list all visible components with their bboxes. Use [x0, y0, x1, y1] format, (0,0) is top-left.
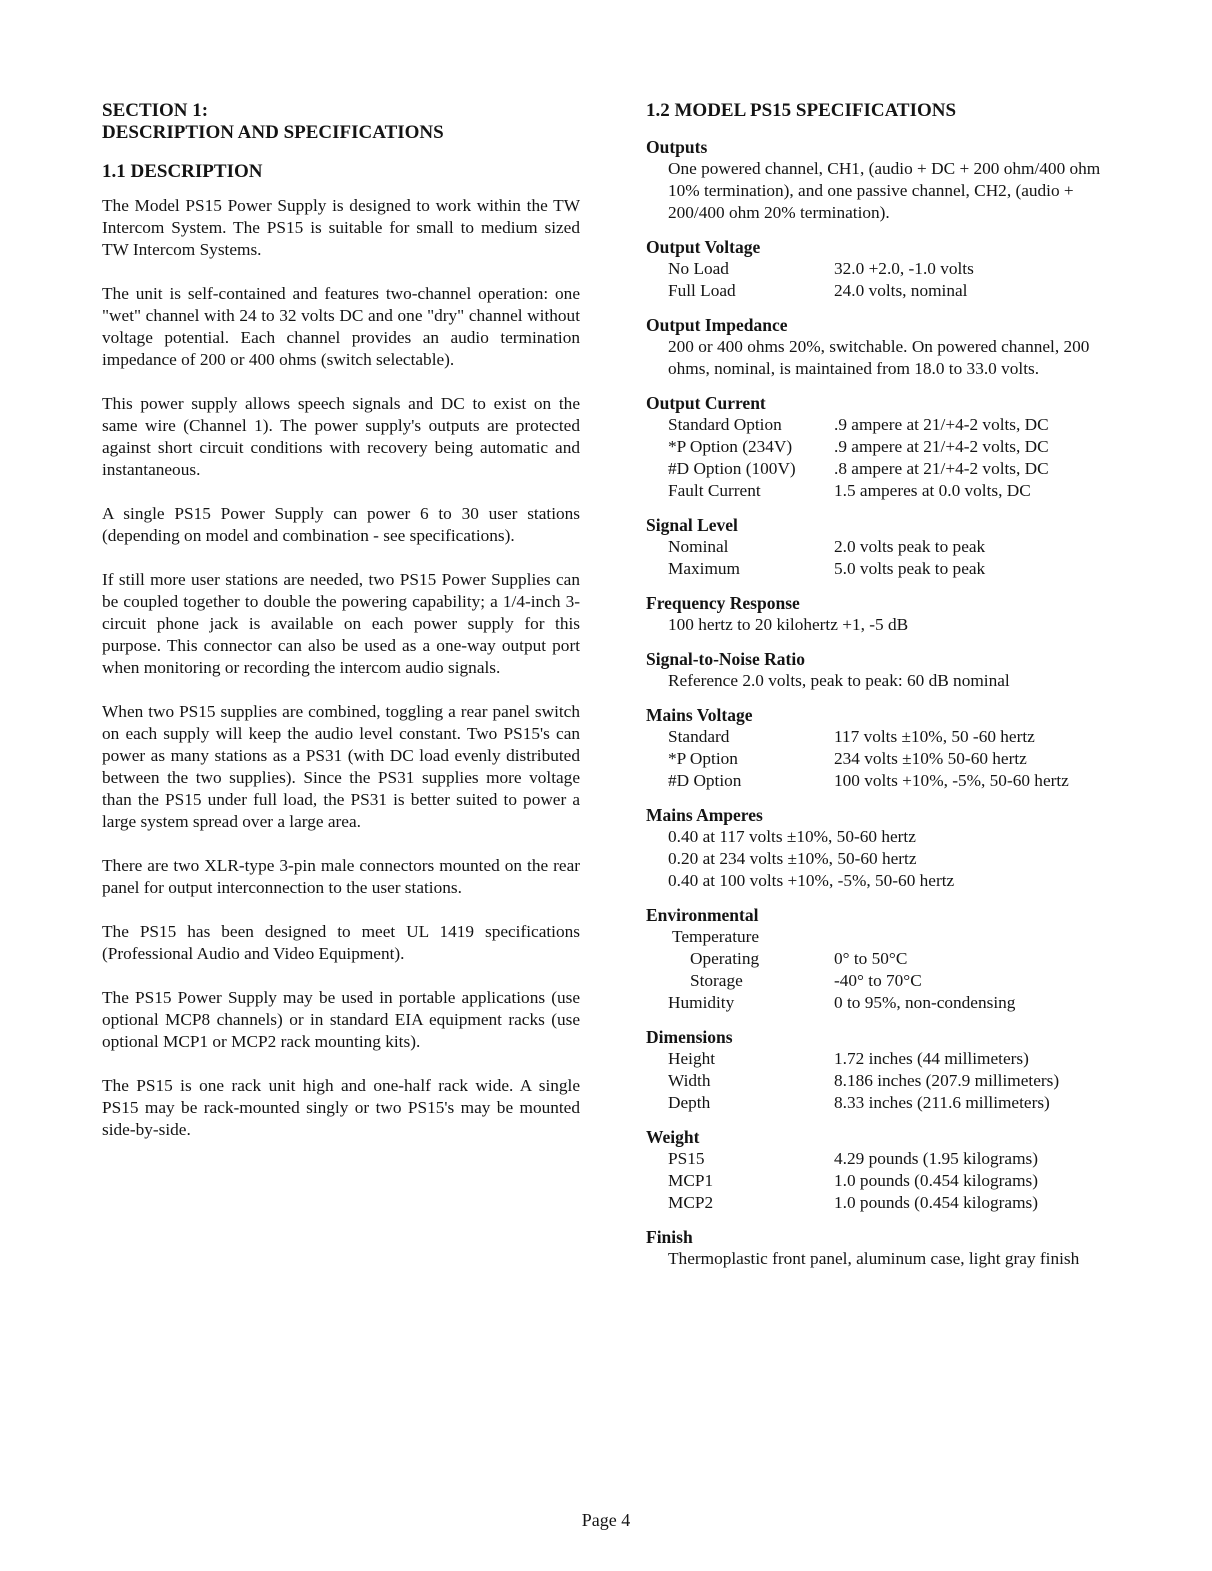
spec-row — [646, 414, 1116, 436]
paragraph: This power supply allows speech signals and DC to exist on the same wire (Channel 1). The power supply's outputs are protected against short circuit conditions with recovery being automatic and instantaneous. — [102, 394, 580, 479]
section-heading-line1: SECTION 1: — [102, 100, 209, 121]
description-heading: 1.1 DESCRIPTION — [102, 161, 263, 182]
spec-key: Standard Option — [668, 415, 782, 434]
paragraph: The unit is self-contained and features two-channel operation: one "wet" channel with 24 to 32 volts DC and one "dry" channel without voltage potential. Each channel provides an audio termination impedance of 200 or 400 ohms (switch selectable). — [102, 284, 580, 369]
spec-key: Standard — [668, 727, 730, 746]
spec-label: Output Impedance — [646, 315, 788, 335]
spec-value: 2.0 volts peak to peak — [834, 537, 986, 556]
spec-key: Operating — [690, 949, 760, 968]
spec-value: .9 ampere at 21/+4-2 volts, DC — [834, 415, 1049, 434]
spec-row — [646, 748, 1116, 770]
spec-line: 0.40 at 100 volts +10%, -5%, 50-60 hertz — [668, 871, 955, 890]
spec-key: *P Option — [668, 749, 738, 768]
spec-key: MCP1 — [668, 1171, 714, 1190]
spec-label: Dimensions — [646, 1027, 733, 1047]
spec-value: 0° to 50°C — [834, 949, 908, 968]
spec-value: .8 ampere at 21/+4-2 volts, DC — [834, 459, 1049, 478]
spec-row — [646, 992, 1116, 1014]
spec-text: 200 or 400 ohms 20%, switchable. On powered channel, 200 ohms, nominal, is maintained from 18.0 to 33.0 volts. — [668, 337, 1090, 378]
spec-environmental — [646, 904, 1116, 1014]
spec-row — [646, 258, 1116, 280]
spec-text: Reference 2.0 volts, peak to peak: 60 dB nominal — [668, 671, 1010, 690]
spec-key: Fault Current — [668, 481, 761, 500]
spec-label: Environmental — [646, 905, 759, 925]
spec-value: 8.33 inches (211.6 millimeters) — [834, 1093, 1050, 1112]
spec-value: 234 volts ±10% 50-60 hertz — [834, 749, 1027, 768]
spec-value: 32.0 +2.0, -1.0 volts — [834, 259, 974, 278]
spec-key: Height — [668, 1049, 716, 1068]
spec-label: Mains Voltage — [646, 705, 753, 725]
spec-value: 4.29 pounds (1.95 kilograms) — [834, 1149, 1038, 1168]
spec-row — [646, 948, 1116, 970]
spec-key: #D Option — [668, 771, 742, 790]
spec-value: -40° to 70°C — [834, 971, 922, 990]
spec-weight — [646, 1126, 1116, 1214]
spec-key: *P Option (234V) — [668, 437, 793, 456]
section-heading-line2: DESCRIPTION AND SPECIFICATIONS — [102, 122, 444, 143]
spec-key: Depth — [668, 1093, 711, 1112]
spec-label: Mains Amperes — [646, 805, 763, 825]
specifications-column — [646, 100, 1116, 1282]
spec-line: 0.40 at 117 volts ±10%, 50-60 hertz — [668, 827, 916, 846]
paragraph: The PS15 Power Supply may be used in portable applications (use optional MCP8 channels) or in standard EIA equipment racks (use optional MCP1 or MCP2 rack mounting kits). — [102, 988, 580, 1051]
spec-text: One powered channel, CH1, (audio + DC + 200 ohm/400 ohm 10% termination), and one passive channel, CH2, (audio + 200/400 ohm 20% termination). — [668, 159, 1101, 222]
specifications-heading: 1.2 MODEL PS15 SPECIFICATIONS — [646, 100, 957, 121]
spec-row — [646, 770, 1116, 792]
paragraph: There are two XLR-type 3-pin male connectors mounted on the rear panel for output interconnection to the user stations. — [102, 856, 580, 897]
paragraph: The Model PS15 Power Supply is designed to work within the TW Intercom System. The PS15 is suitable for small to medium sized TW Intercom Systems. — [102, 196, 580, 259]
spec-key: #D Option (100V) — [668, 459, 796, 478]
spec-key: No Load — [668, 259, 729, 278]
spec-key: Humidity — [668, 993, 735, 1012]
description-column — [102, 100, 580, 1163]
spec-key: Full Load — [668, 281, 736, 300]
spec-label: Frequency Response — [646, 593, 800, 613]
spec-value: 5.0 volts peak to peak — [834, 559, 986, 578]
spec-row — [646, 536, 1116, 558]
page-number: Page 4 — [581, 1510, 631, 1530]
spec-value: 100 volts +10%, -5%, 50-60 hertz — [834, 771, 1069, 790]
spec-mains-amperes — [646, 804, 1116, 892]
paragraph: When two PS15 supplies are combined, toggling a rear panel switch on each supply will keep the audio level constant. Two PS15's can power as many stations as a PS31 (with DC load evenly distributed between the two supplies). Since the PS31 supplies more voltage than the PS15 under full load, the PS31 is better suited to power a large system spread over a large area. — [102, 702, 580, 831]
spec-row — [646, 1070, 1116, 1092]
spec-row — [646, 458, 1116, 480]
spec-key: Maximum — [668, 559, 741, 578]
spec-row — [646, 280, 1116, 302]
paragraph: The PS15 is one rack unit high and one-half rack wide. A single PS15 may be rack-mounted singly or two PS15's may be mounted side-by-side. — [102, 1076, 580, 1139]
spec-value: 1.72 inches (44 millimeters) — [834, 1049, 1029, 1068]
spec-row — [646, 1170, 1116, 1192]
paragraph: The PS15 has been designed to meet UL 1419 specifications (Professional Audio and Video Equipment). — [102, 922, 580, 963]
paragraph: If still more user stations are needed, two PS15 Power Supplies can be coupled together to double the powering capability; a 1/4-inch 3-circuit phone jack is available on each power supply for this purpose. This connector can also be used as a one-way output port when monitoring or recording the intercom audio signals. — [102, 570, 580, 677]
spec-signal-to-noise — [646, 648, 1116, 692]
spec-label: Signal-to-Noise Ratio — [646, 649, 805, 669]
spec-row — [646, 480, 1116, 502]
spec-text: 100 hertz to 20 kilohertz +1, -5 dB — [668, 615, 909, 634]
spec-outputs — [646, 136, 1116, 224]
spec-output-impedance — [646, 314, 1116, 380]
spec-key: Storage — [690, 971, 743, 990]
spec-label: Finish — [646, 1227, 693, 1247]
spec-value: 1.0 pounds (0.454 kilograms) — [834, 1193, 1038, 1212]
spec-value: .9 ampere at 21/+4-2 volts, DC — [834, 437, 1049, 456]
spec-key: PS15 — [668, 1149, 705, 1168]
spec-value: 24.0 volts, nominal — [834, 281, 968, 300]
spec-finish — [646, 1226, 1116, 1270]
spec-dimensions — [646, 1026, 1116, 1114]
paragraph: A single PS15 Power Supply can power 6 to 30 user stations (depending on model and combination - see specifications). — [102, 504, 580, 545]
spec-text: Thermoplastic front panel, aluminum case, light gray finish — [668, 1249, 1080, 1268]
spec-value: 1.0 pounds (0.454 kilograms) — [834, 1171, 1038, 1190]
spec-label: Weight — [646, 1127, 700, 1147]
spec-row — [646, 558, 1116, 580]
spec-row — [646, 1092, 1116, 1114]
spec-mains-voltage — [646, 704, 1116, 792]
spec-key: Nominal — [668, 537, 729, 556]
spec-line: 0.20 at 234 volts ±10%, 50-60 hertz — [668, 849, 917, 868]
spec-output-current — [646, 392, 1116, 502]
temperature-label: Temperature — [672, 927, 760, 946]
spec-row — [646, 1192, 1116, 1214]
spec-frequency-response — [646, 592, 1116, 636]
spec-value: 117 volts ±10%, 50 -60 hertz — [834, 727, 1035, 746]
spec-row — [646, 1048, 1116, 1070]
spec-row — [646, 436, 1116, 458]
spec-key: MCP2 — [668, 1193, 714, 1212]
spec-key: Width — [668, 1071, 711, 1090]
spec-row — [646, 726, 1116, 748]
spec-row — [646, 970, 1116, 992]
spec-output-voltage — [646, 236, 1116, 302]
spec-row — [646, 1148, 1116, 1170]
spec-label: Output Current — [646, 393, 766, 413]
spec-value: 1.5 amperes at 0.0 volts, DC — [834, 481, 1031, 500]
spec-value: 8.186 inches (207.9 millimeters) — [834, 1071, 1060, 1090]
spec-signal-level — [646, 514, 1116, 580]
spec-value: 0 to 95%, non-condensing — [834, 993, 1016, 1012]
spec-label: Outputs — [646, 137, 708, 157]
spec-label: Output Voltage — [646, 237, 761, 257]
spec-label: Signal Level — [646, 515, 738, 535]
